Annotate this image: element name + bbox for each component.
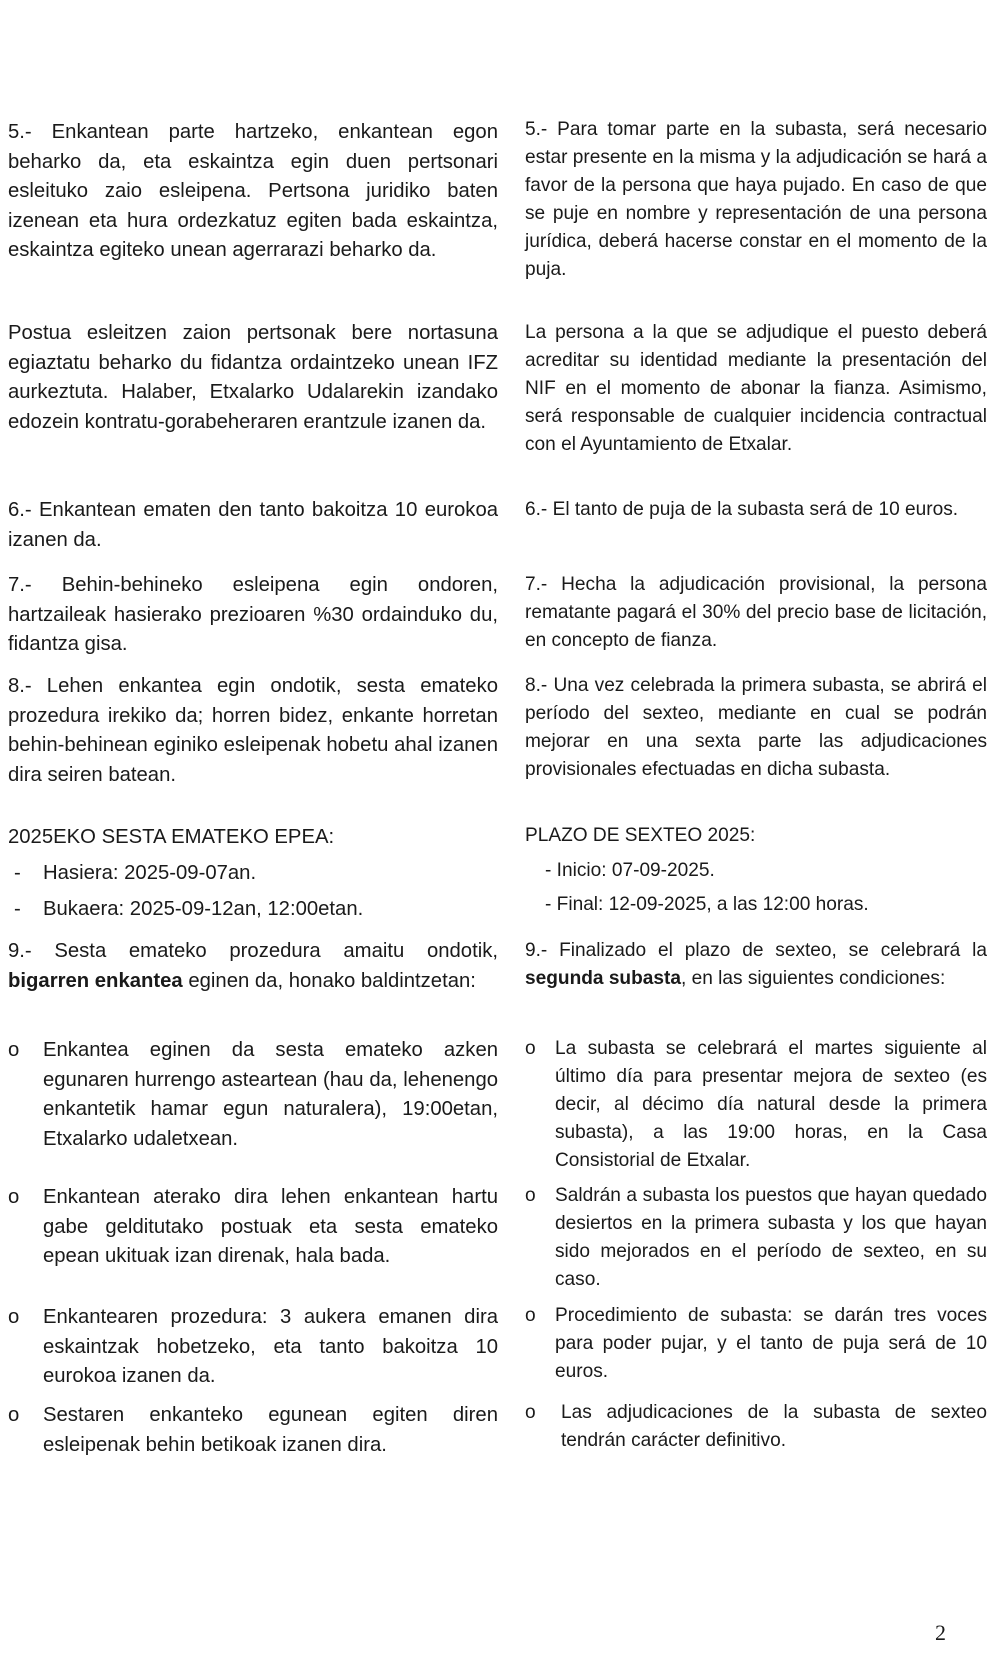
left-paragraph-5: 5.- Enkantean parte hartzeko, enkantean egon beharko da, eta eskaintza egin duen pertsonari esleituko zaio esleipena. Pertsona juridiko baten izenean eta hura ordezkatuz egiten bada eskaintza, eskaintza egiteko unean agerrarazi beharko da. [8,121,498,261]
left-bullet-3 [8,1303,498,1393]
right-paragraph-9 [525,937,987,993]
bullet-marker: o [8,1306,20,1328]
bullet-marker: o [8,1404,20,1426]
right-bullet-4 [525,1399,987,1455]
right-paragraph-7: 7.- Hecha la adjudicación provisional, la persona rematante pagará el 30% del precio base de licitación, en concepto de fianza. [525,574,987,651]
left-paragraph-5b: Postua esleitzen zaion pertsonak bere nortasuna egiaztatu beharko du fidantza ordaintzeko unean IFZ aurkeztuta. Halaber, Etxalarko Udalarekin izandako edozein kontratu-gorabeheraren erantzule izanen da. [8,322,498,433]
bullet-marker: o [8,1186,20,1208]
left-paragraph-9 [8,937,498,996]
bullet-marker: o [525,1402,536,1423]
right-bullet-4-text: Las adjudicaciones de la subasta de sexteo tendrán carácter definitivo. [561,1402,987,1451]
right-bullet-1 [525,1035,987,1175]
right-p9-bold: segunda subasta [525,968,681,989]
right-bullet-2-text: Saldrán a subasta los puestos que hayan quedado desiertos en la primera subasta y los que hayan sido mejorados en el período de sexteo, en su caso. [555,1185,987,1290]
right-paragraph-5b: La persona a la que se adjudique el puesto deberá acreditar su identidad mediante la presentación del NIF en el momento de abonar la fianza. Asimismo, será responsable de cualquier incidencia contractual con el Ayuntamiento de Etxalar. [525,322,987,455]
left-p9-pre: 9.- Sesta emateko prozedura amaitu ondotik, [8,940,498,962]
left-bullet-1-text: Enkantea eginen da sesta emateko azken egunaren hurrengo asteartean (hau da, lehenengo enkantetik hamar egun naturalera), 19:00etan, Etxalarko udaletxean. [43,1039,498,1150]
bullet-marker: o [525,1185,536,1206]
right-paragraph-5: 5.- Para tomar parte en la subasta, será necesario estar presente en la misma y la adjudicación se hará a favor de la persona que haya pujado. En caso de que se puje en nombre y representación de una persona jurídica, deberá hacerse constar en el momento de la puja. [525,119,987,280]
left-start-text: Hasiera: 2025-09-07an. [43,862,257,884]
left-end-row [8,895,498,925]
right-bullet-3-text: Procedimiento de subasta: se darán tres voces para poder pujar, y el tanto de puja será de 10 euros. [555,1305,987,1382]
right-plazo-title: PLAZO DE SEXTEO 2025: [525,825,756,846]
bullet-marker: o [8,1039,20,1061]
left-paragraph-8: 8.- Lehen enkantea egin ondotik, sesta emateko prozedura irekiko da; horren bidez, enkante horretan behin-behinean eginiko esleipenak hobetu ahal izanen dira seiren batean. [8,675,498,786]
right-p9-pre: 9.- Finalizado el plazo de sexteo, se celebrará la [525,940,987,961]
right-paragraph-6: 6.- El tanto de puja de la subasta será de 10 euros. [525,499,959,520]
dash-marker: - [14,898,21,920]
left-paragraph-6: 6.- Enkantean ematen den tanto bakoitza 10 eurokoa izanen da. [8,499,498,551]
dash-marker: - [14,862,21,884]
left-bullet-4-text: Sestaren enkanteko egunean egiten diren esleipenak behin betikoak izanen dira. [43,1404,498,1456]
left-bullet-1 [8,1036,498,1154]
left-end-text: Bukaera: 2025-09-12an, 12:00etan. [43,898,364,920]
right-end-text: - Final: 12-09-2025, a las 12:00 horas. [545,894,869,915]
right-paragraph-8: 8.- Una vez celebrada la primera subasta, se abrirá el período del sexteo, mediante en cual se podrán mejorar en una sexta parte las adjudicaciones provisionales efectuadas en dicha subasta. [525,675,987,780]
left-bullet-3-text: Enkantearen prozedura: 3 aukera emanen dira eskaintzak hobetzeko, eta tanto bakoitza 10 eurokoa izanen da. [43,1306,498,1387]
bullet-marker: o [525,1038,536,1059]
page-number: 2 [935,1620,946,1645]
left-bullet-2-text: Enkantean aterako dira lehen enkantean hartu gabe gelditutako postuak eta sesta emateko epean ukituak izan direnak, hala bada. [43,1186,498,1267]
bullet-marker: o [525,1305,536,1326]
right-bullet-1-text: La subasta se celebrará el martes siguiente al último día para presentar mejora de sexteo (es decir, al décimo día natural desde la primera subasta), a las 19:00 horas, en la Casa Consistorial de Etxalar. [555,1038,987,1171]
right-bullet-3 [525,1302,987,1386]
left-bullet-4 [8,1401,498,1461]
left-start-row [8,859,498,889]
right-p9-post: , en las siguientes condiciones: [680,968,946,989]
left-plazo-title: 2025EKO SESTA EMATEKO EPEA: [8,826,335,848]
left-paragraph-7: 7.- Behin-behineko esleipena egin ondoren, hartzaileak hasierako prezioaren %30 ordainduko du, fidantza gisa. [8,574,498,655]
right-bullet-2 [525,1182,987,1294]
left-p9-bold: bigarren enkantea [8,969,183,992]
right-start-text: - Inicio: 07-09-2025. [545,860,715,881]
left-p9-post: eginen da, honako baldintzetan: [188,969,476,992]
left-bullet-2 [8,1183,498,1301]
